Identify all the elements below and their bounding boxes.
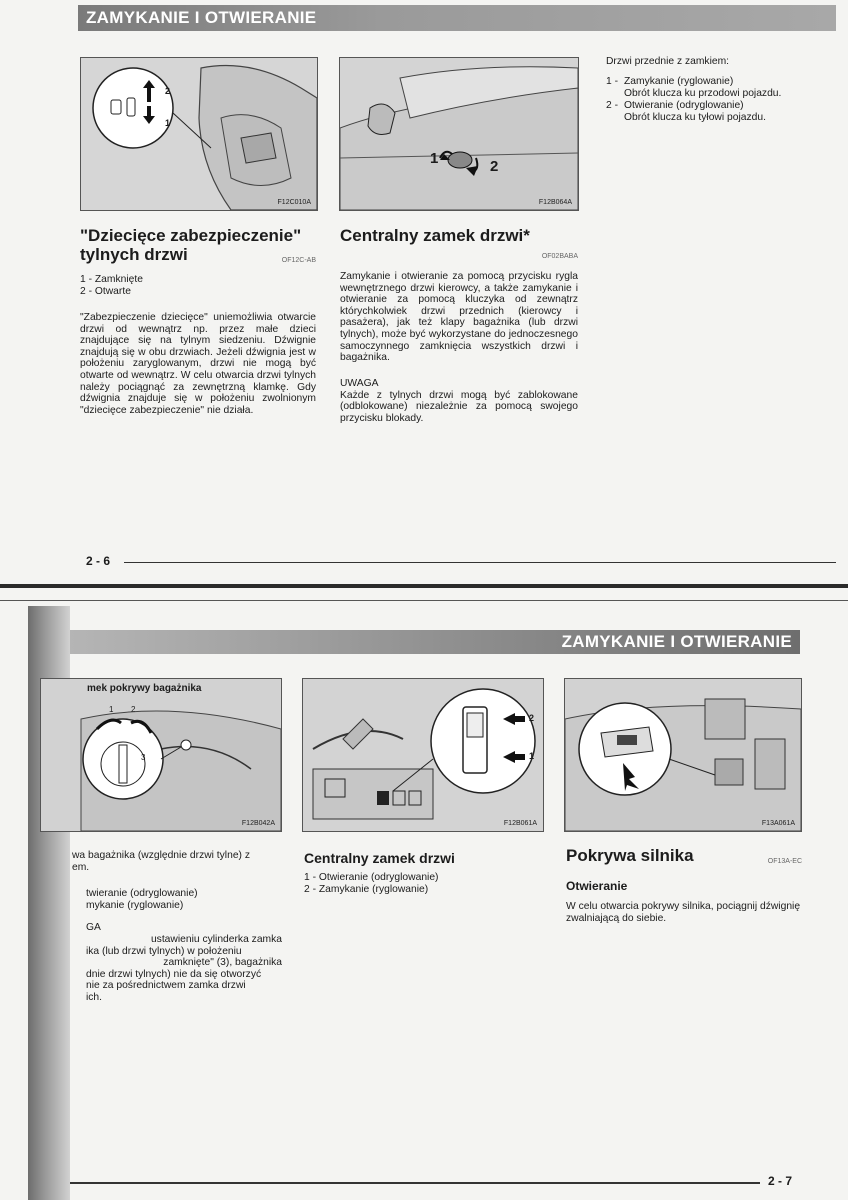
note-text: Każde z tylnych drzwi mogą być zablokowane (odblokowane) niezależnie za pomocą swojego przycisku blokady.: [340, 389, 578, 424]
body-text: Zamykanie i otwieranie za pomocą przycisku rygla wewnętrznego drzwi kierowcy, a także zamykanie i otwieranie za pomocą kluczyka od zewnątrz którychkolwiek drzwi przednich (kierowcy i pasażera), jak też klapy bagażnika (lub drzwi tylnych), może być wykorzystane do jednoczesnego samoczynnego zamknięcia wszystkich drzwi i bagażnika.: [340, 271, 578, 364]
list-item-label: Zamykanie (ryglowanie): [624, 76, 734, 87]
child-lock-section: [80, 226, 316, 416]
note-line: zamknięte" (3), bagażnika: [163, 957, 282, 969]
body-text: em.: [72, 862, 90, 873]
figure-label-3: 3: [141, 753, 146, 762]
figure-label-1: 1: [165, 118, 171, 128]
section-title: ZAMYKANIE I OTWIERANIE: [86, 8, 317, 27]
figure-label-2: 2: [131, 705, 136, 714]
page-header-top: [78, 5, 836, 31]
section-heading-line2: tylnych drzwi: [80, 245, 188, 264]
section-code: OF13A-EC: [767, 858, 802, 865]
page-header-bottom: [70, 630, 800, 654]
section-heading: "Dziecięce zabezpieczenie": [80, 226, 302, 245]
list-item: twieranie (odryglowanie): [86, 888, 198, 899]
figure-child-lock: [80, 57, 318, 211]
page-number: 2 - 6: [86, 554, 111, 568]
figure-central-lock-switch: [302, 678, 544, 832]
footer-rule: [70, 1182, 760, 1184]
section-heading: Centralny zamek drzwi*: [340, 226, 530, 245]
body-text: "Zabezpieczenie dziecięce" uniemożliwia otwarcie drzwi od wewnątrz np. przez małe dzieci znajdujące się na tylnym siedzeniu. Dźwignie znajdują się w obu drzwiach. Jeżeli dźwignia jest w położeniu zaryglowanym, drzwi nie mogą być otwarte od wewnątrz. W celu otwarcia drzwi tylnych należy pociągnąć za zewnętrzną klamkę. Gdy dźwignia znajduje się w położeniu zwolnionym "dziecięce zabezpieczenie" nie działa.: [80, 312, 316, 416]
note-line: ika (lub drzwi tylnych) w położeniu: [86, 945, 242, 957]
figure-code: F12B061A: [503, 820, 537, 827]
hood-section: [566, 846, 802, 924]
central-lock-bottom-section: [304, 850, 542, 896]
list-item: 1 - Otwieranie (odryglowanie): [304, 872, 439, 883]
list-item: 2 - Otwarte: [80, 286, 131, 297]
figure-hood-release: [564, 678, 802, 832]
page-separator-line: [0, 600, 848, 601]
figure-door-key: [339, 57, 579, 211]
list-item: 2 - Zamykanie (ryglowanie): [304, 884, 429, 895]
figure-label-1: 1: [109, 705, 114, 714]
section-code: OF02BABA: [541, 253, 578, 260]
figure-code: F12B064A: [538, 199, 572, 206]
list-item-label: Otwieranie (odryglowanie): [624, 100, 744, 111]
list-item: 1 - Zamknięte: [80, 274, 143, 285]
figure-code: F13A061A: [761, 820, 795, 827]
section-heading: Centralny zamek drzwi: [304, 850, 455, 866]
figure-caption: mek pokrywy bagażnika: [87, 683, 202, 694]
page-number: 2 - 7: [768, 1174, 793, 1188]
section-title: ZAMYKANIE I OTWIERANIE: [561, 632, 792, 651]
section-heading: Pokrywa silnika: [566, 846, 694, 865]
sub-heading: Otwieranie: [566, 879, 628, 893]
figure-trunk-lock: [40, 678, 282, 832]
trunk-lock-section: [72, 850, 282, 1004]
list-item: mykanie (ryglowanie): [86, 900, 184, 911]
list-number: 2 -: [606, 100, 619, 111]
central-lock-section: [340, 226, 578, 425]
note-line: nie za pośrednictwem zamka drzwi: [86, 980, 246, 992]
figure-code: F12C010A: [277, 199, 311, 206]
list-item-sub: Obrót klucza ku tyłowi pojazdu.: [624, 112, 766, 123]
figure-label-1: 1: [529, 751, 535, 761]
note-title: UWAGA: [340, 377, 379, 389]
front-door-intro: Drzwi przednie z zamkiem:: [606, 56, 730, 67]
note-line: ustawieniu cylinderka zamka: [150, 934, 282, 945]
body-text: wa bagażnika (względnie drzwi tylne) z: [72, 850, 250, 861]
list-number: 1 -: [606, 76, 619, 87]
figure-code: F12B042A: [241, 820, 275, 827]
note-line: dnie drzwi tylnych) nie da się otworzyć: [86, 968, 262, 980]
list-item-sub: Obrót klucza ku przodowi pojazdu.: [624, 88, 782, 99]
page-separator: [0, 584, 848, 588]
figure-label-1: 1: [430, 150, 439, 167]
section-code: OF12C-AB: [281, 257, 316, 264]
body-text: W celu otwarcia pokrywy silnika, pociągnij dźwignię zwalniającą do siebie.: [566, 901, 801, 924]
note-title: GA: [86, 922, 101, 933]
figure-label-2: 2: [490, 158, 499, 175]
note-line: ich.: [86, 991, 103, 1003]
footer-rule: [124, 562, 836, 563]
front-door-key-section: [606, 56, 836, 124]
figure-label-2: 2: [165, 86, 171, 96]
figure-label-2: 2: [529, 713, 535, 723]
